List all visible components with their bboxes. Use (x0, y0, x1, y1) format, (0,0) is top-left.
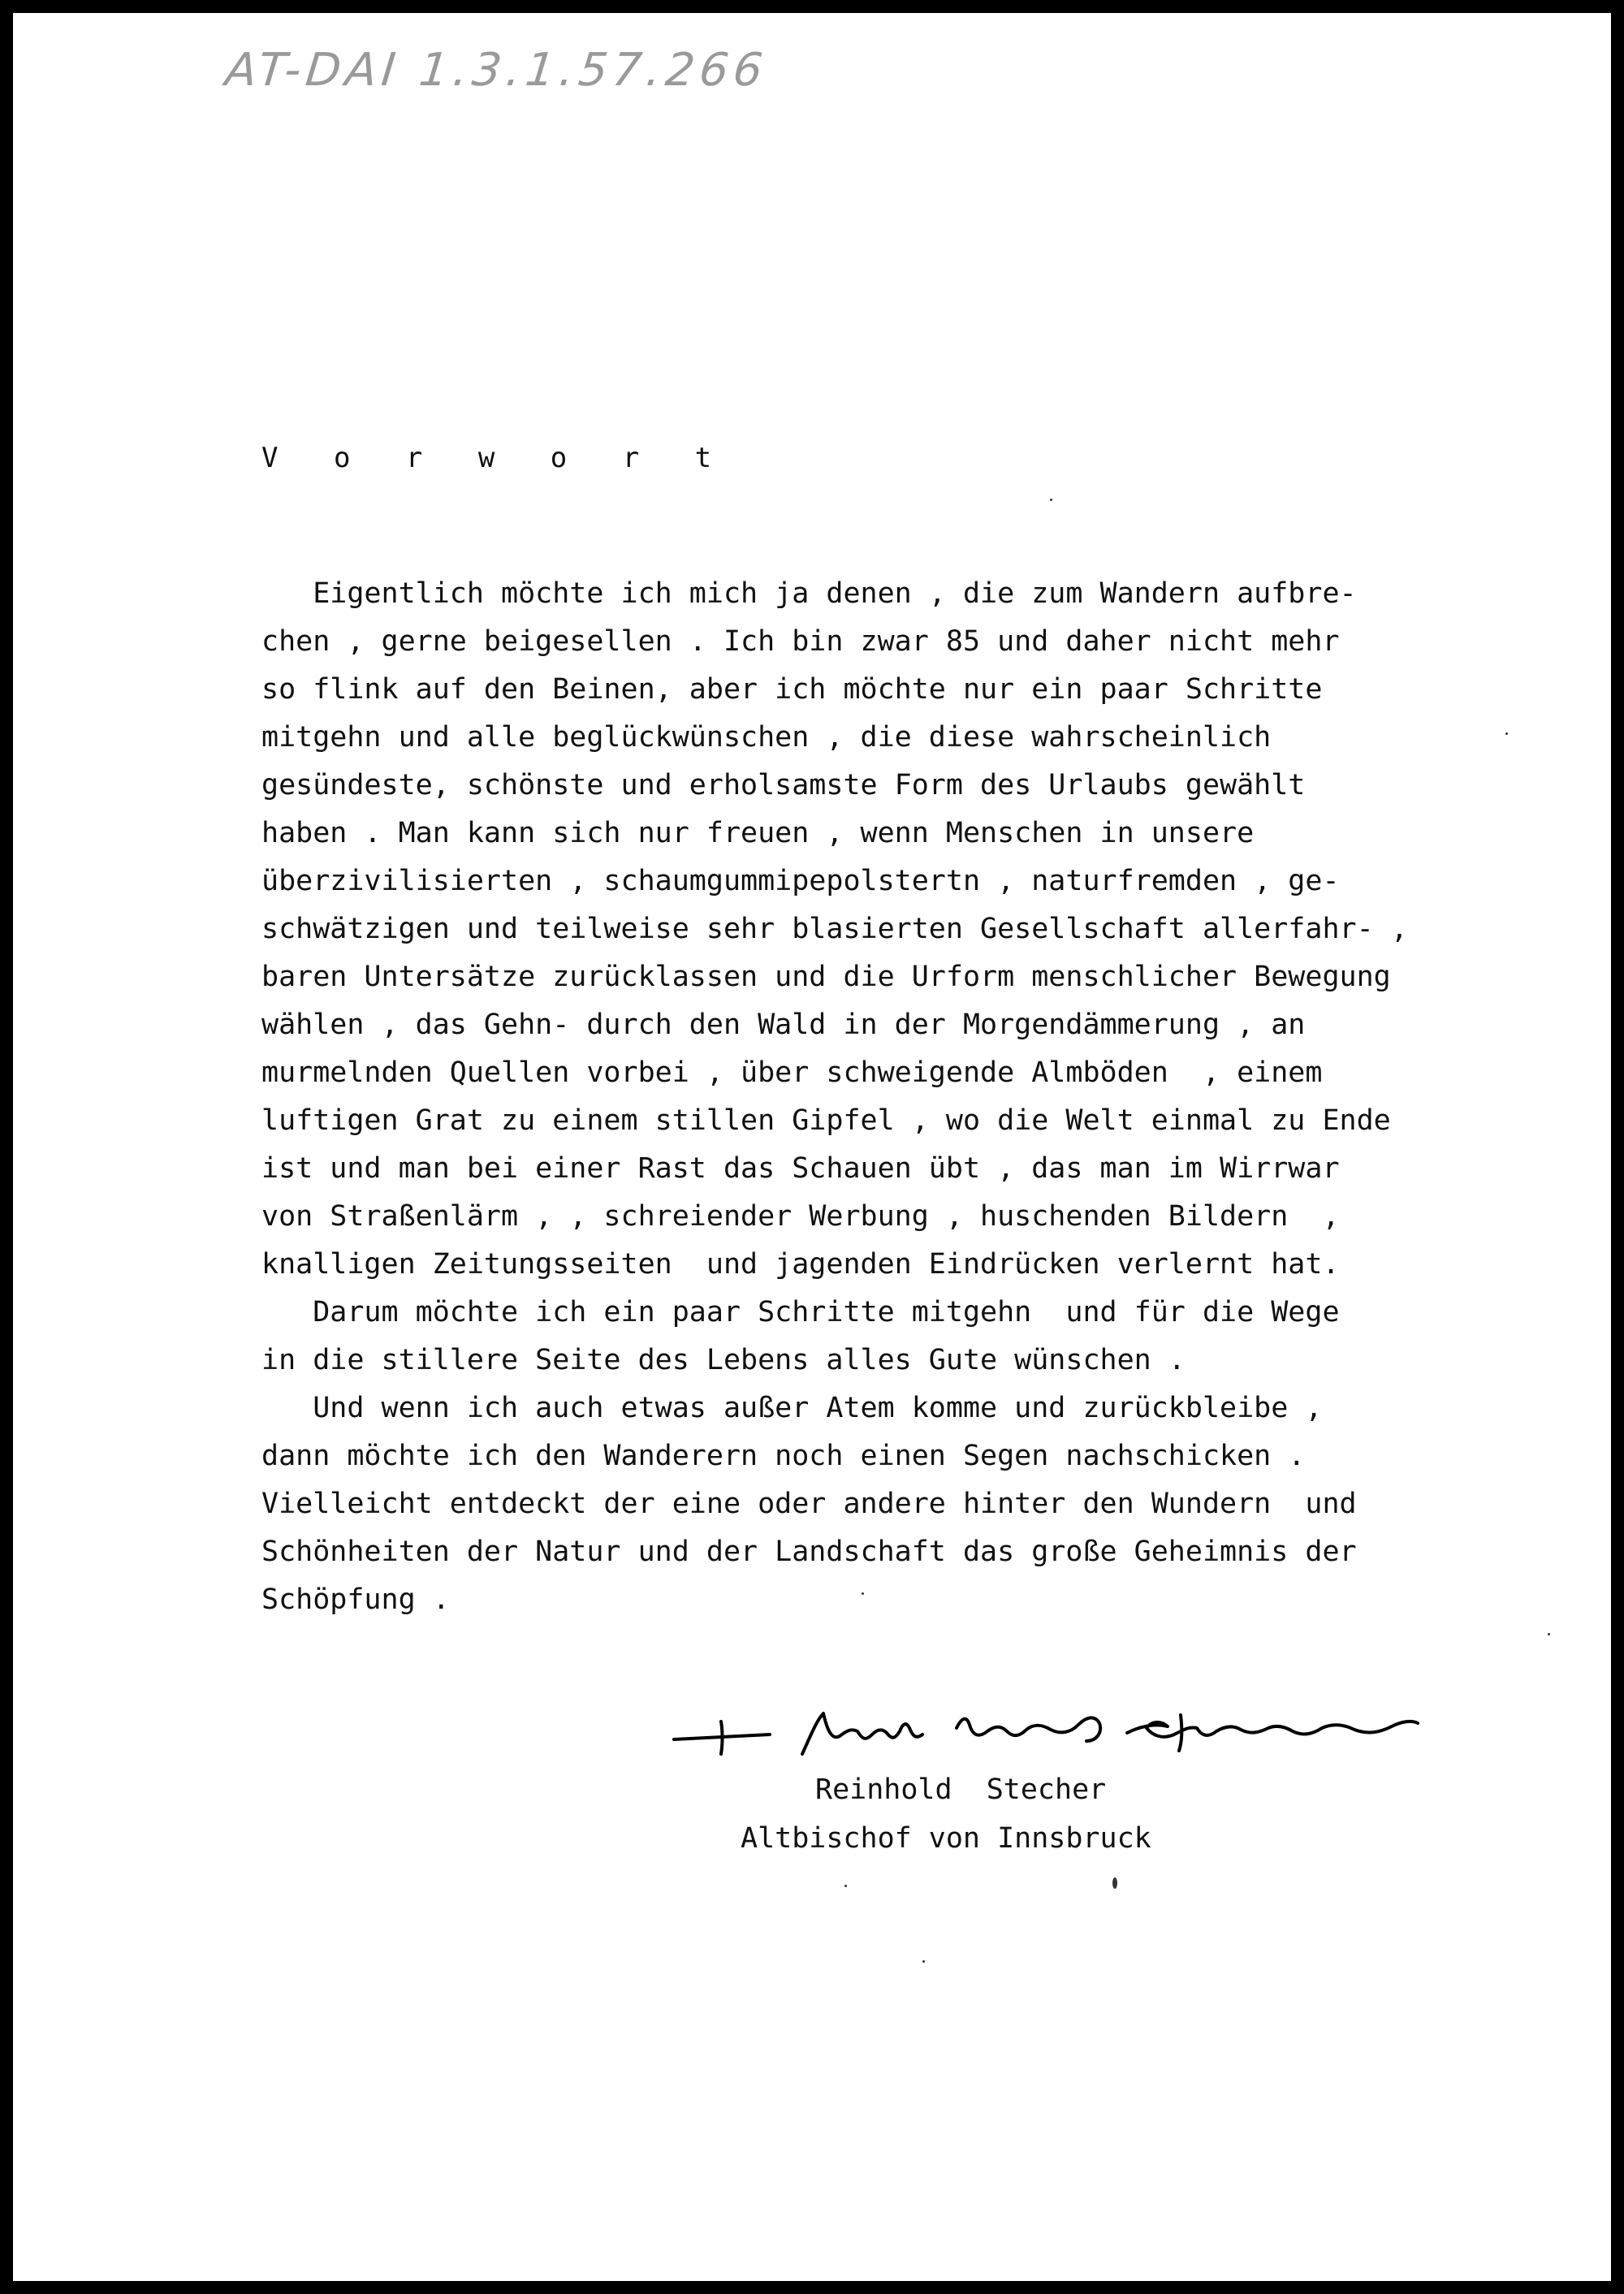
body-line: Eigentlich möchte ich mich ja denen , die zum Wandern aufbre- (261, 577, 1357, 610)
body-line: ist und man bei einer Rast das Schauen übt , das man im Wirrwar (261, 1152, 1340, 1185)
handwritten-signature (672, 1704, 1419, 1760)
body-line: chen , gerne beigesellen . Ich bin zwar 85 und daher nicht mehr (261, 625, 1340, 658)
body-line: schwätzigen und teilweise sehr blasierten Gesellschaft allerfahr- , (261, 913, 1408, 945)
paper-speck (862, 1592, 864, 1595)
body-line: haben . Man kann sich nur freuen , wenn Menschen in unsere (261, 817, 1255, 849)
body-line: murmelnden Quellen vorbei , über schweigende Almböden , einem (261, 1056, 1323, 1089)
body-line: Schöpfung . (261, 1583, 450, 1616)
body-line: baren Untersätze zurücklassen und die Urform menschlicher Bewegung (261, 961, 1391, 993)
paper-speck (1548, 1633, 1550, 1635)
body-line: luftigen Grat zu einem stillen Gipfel , wo die Welt einmal zu Ende (261, 1104, 1391, 1137)
paper-speck (1505, 732, 1508, 735)
signatory-title: Altbischof von Innsbruck (741, 1822, 1151, 1855)
body-line: Darum möchte ich ein paar Schritte mitgehn und für die Wege (261, 1296, 1340, 1328)
archive-stamp: AT-DAI 1.3.1.57.266 (222, 44, 771, 97)
paper-speck (1050, 499, 1052, 501)
page-heading: V o r w o r t (261, 442, 732, 474)
body-line: Schönheiten der Natur und der Landschaft das große Geheimnis der (261, 1536, 1357, 1568)
body-line: Und wenn ich auch etwas außer Atem komme und zurückbleibe , (261, 1392, 1323, 1424)
paper-speck (922, 1960, 925, 1963)
body-line: knalligen Zeitungsseiten und jagenden Eindrücken verlernt hat. (261, 1248, 1340, 1281)
body-line: Vielleicht entdeckt der eine oder andere hinter den Wundern und (261, 1488, 1357, 1520)
body-line: so flink auf den Beinen, aber ich möchte nur ein paar Schritte (261, 673, 1323, 706)
body-line: von Straßenlärm , , schreiender Werbung , huschenden Bildern , (261, 1200, 1340, 1233)
signatory-name: Reinhold Stecher (815, 1773, 1107, 1806)
body-line: dann möchte ich den Wanderern noch einen Segen nachschicken . (261, 1440, 1306, 1472)
body-line: überzivilisierten , schaumgummipepolstertn , naturfremden , ge- (261, 865, 1340, 897)
body-line: mitgehn und alle beglückwünschen , die diese wahrscheinlich (261, 721, 1272, 754)
paper-speck (1112, 1877, 1117, 1889)
body-line: in die stillere Seite des Lebens alles Gute wünschen . (261, 1344, 1186, 1376)
body-line: gesündeste, schönste und erholsamste Form des Urlaubs gewählt (261, 769, 1306, 801)
body-line: wählen , das Gehn- durch den Wald in der Morgendämmerung , an (261, 1009, 1306, 1041)
paper-speck (844, 1885, 847, 1887)
body-text (261, 570, 1561, 1624)
